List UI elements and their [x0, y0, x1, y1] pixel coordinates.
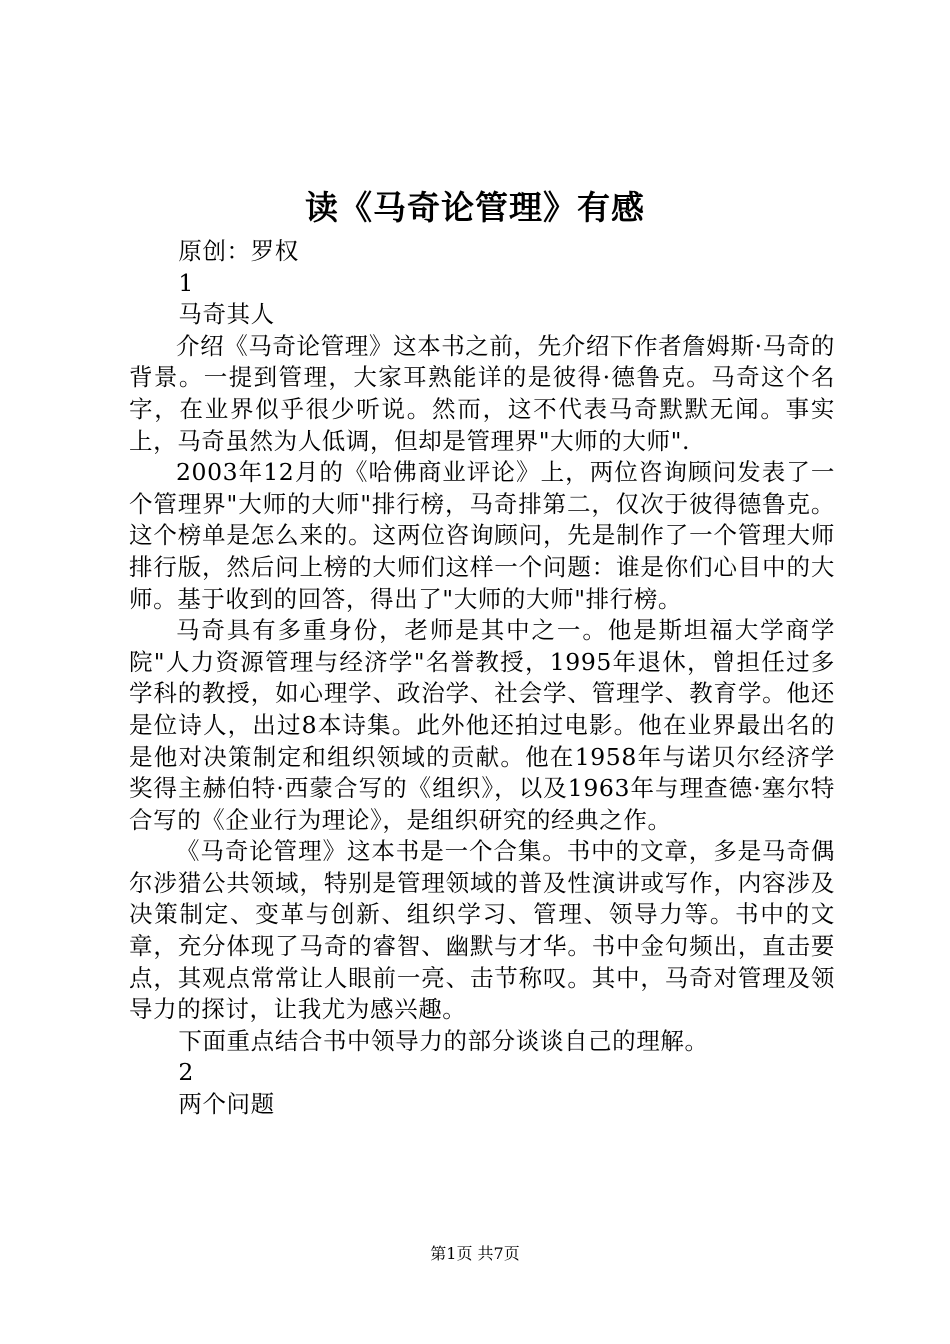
author-line: 原创：罗权: [178, 237, 299, 265]
section-number: 2: [178, 1058, 194, 1087]
section-number: 1: [178, 268, 194, 297]
document-title: 读《马奇论管理》有感: [305, 188, 645, 227]
body-paragraph: 介绍《马奇论管理》这本书之前，先介绍下作者詹姆斯·马奇的背景。一提到管理，大家耳熟能详的是彼得·德鲁克。马奇这个名字，在业界似乎很少听说。然而，这不代表马奇默默无闻。事实上，马奇虽然为人低调，但却是管理界"大师的大师".: [129, 331, 835, 455]
body-paragraph: 马奇具有多重身份，老师是其中之一。他是斯坦福大学商学院"人力资源管理与经济学"名誉教授，1995年退休，曾担任过多学科的教授，如心理学、政治学、社会学、管理学、教育学。他还是位诗人，出过8本诗集。此外他还拍过电影。他在业界最出名的是他对决策制定和组织领域的贡献。他在1958年与诺贝尔经济学奖得主赫伯特·西蒙合写的《组织》，以及1963年与理查德·塞尔特合写的《企业行为理论》，是组织研究的经典之作。: [129, 616, 835, 834]
body-paragraph: 《马奇论管理》这本书是一个合集。书中的文章，多是马奇偶尔涉猎公共领域，特别是管理领域的普及性演讲或写作，内容涉及决策制定、变革与创新、组织学习、管理、领导力等。书中的文章，充分体现了马奇的睿智、幽默与才华。书中金句频出，直击要点，其观点常常让人眼前一亮、击节称叹。其中，马奇对管理及领导力的探讨，让我尤为感兴趣。: [129, 837, 835, 1024]
section-heading: 马奇其人: [178, 300, 275, 329]
page-footer: 第1页 共7页: [430, 1244, 520, 1263]
section-heading: 两个问题: [178, 1090, 275, 1119]
document-body: [129, 236, 835, 1121]
body-paragraph: 下面重点结合书中领导力的部分谈谈自己的理解。: [178, 1026, 709, 1055]
body-paragraph: 2003年12月的《哈佛商业评论》上，两位咨询顾问发表了一个管理界"大师的大师"排行榜，马奇排第二，仅次于彼得德鲁克。这个榜单是怎么来的。这两位咨询顾问，先是制作了一个管理大师排行版，然后问上榜的大师们这样一个问题：谁是你们心目中的大师。基于收到的回答，得出了"大师的大师"排行榜。: [129, 458, 835, 613]
